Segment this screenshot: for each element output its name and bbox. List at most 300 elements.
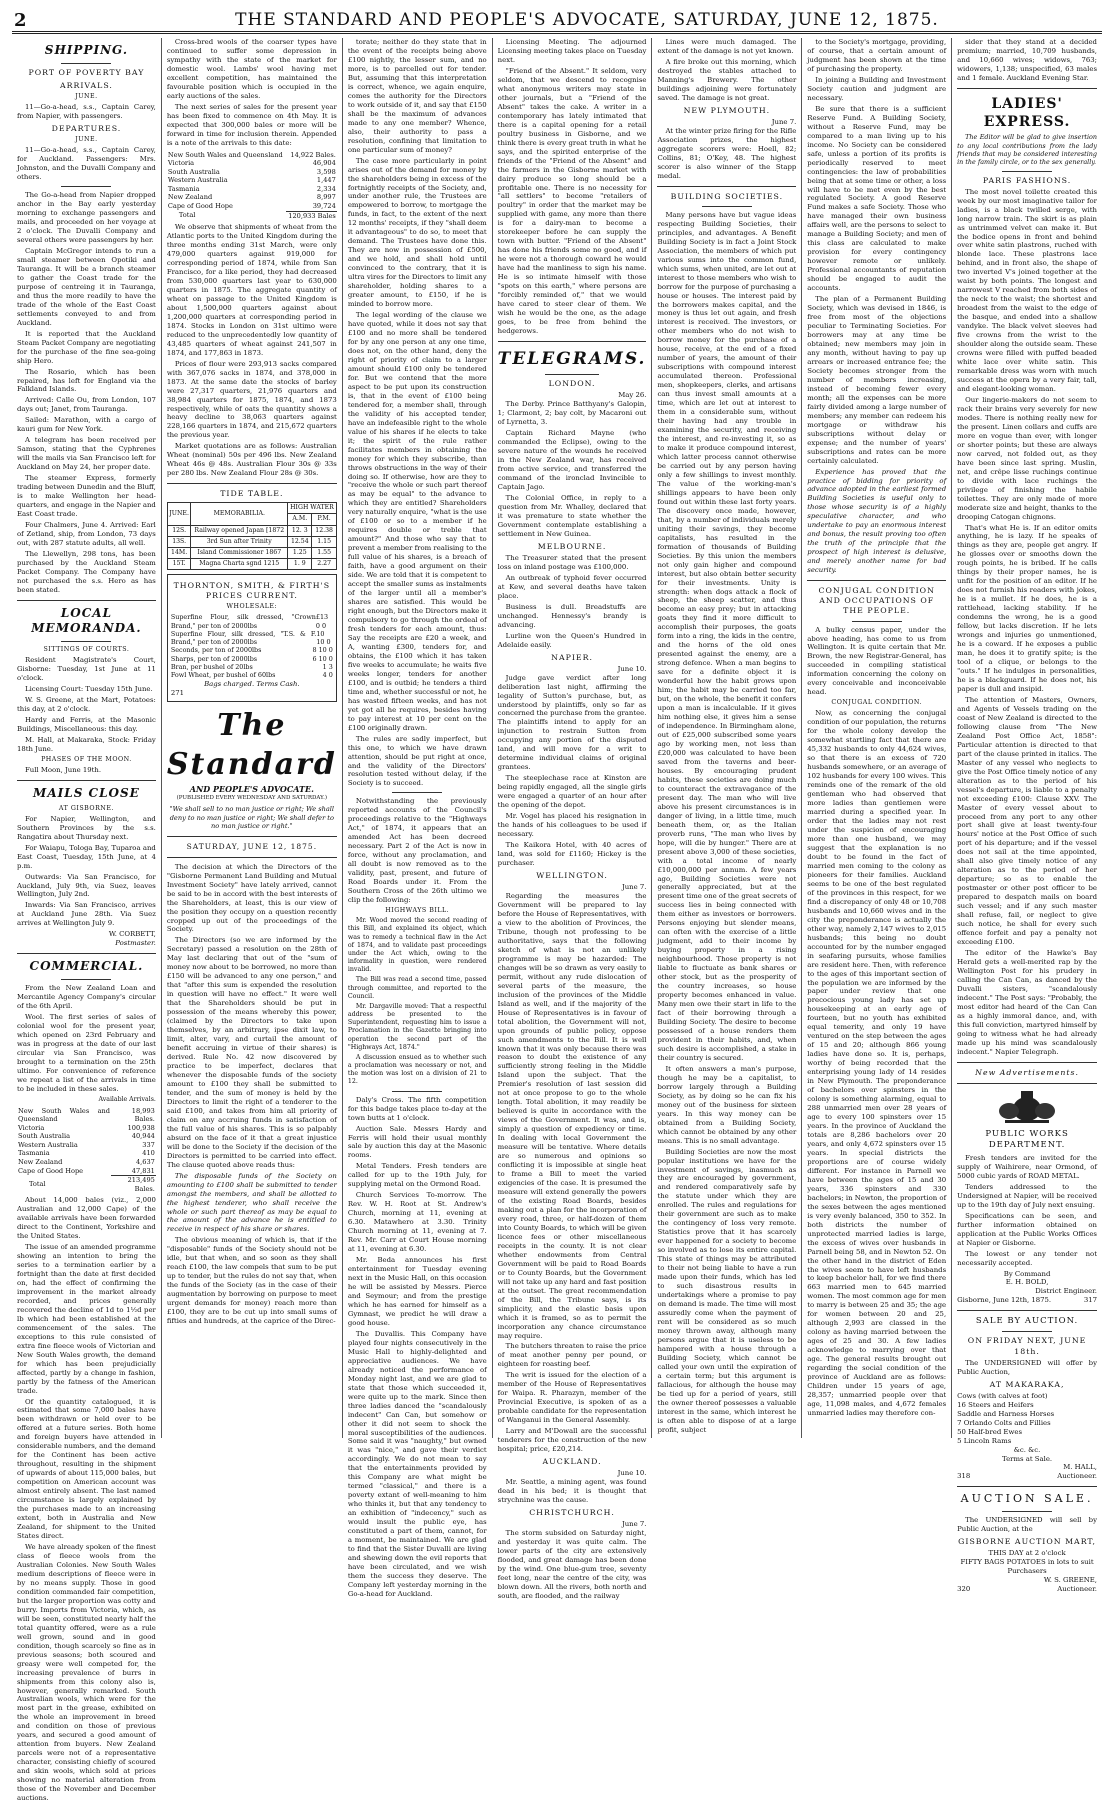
article-paragraph: The plan of a Permanent Building Society, which was devised in 1846, is free from most of the objections peculiar to Terminating Societies. For borrowers may at any time be obtained; new members may join in any month, without having to pay up arrears or increased entrance fee; the Society becomes stronger from the number of members increasing, instead of becoming fewer every month; all the expenses can be more fairly divided among a large number of members; any member can redeem his mortgage or withdraw his subscriptions without delay or expense; and the number of years' subscriptions and rates can be more certainly calculated.	[807, 295, 947, 465]
royal-crest-icon	[995, 1089, 1059, 1125]
wool-sales-table	[167, 151, 337, 221]
notice-paragraph: The Duvallis. This Company have played four nights consecutively in the Music Hall to highly-delighted and appreciative audiences. We have already noticed the performance of Monday night last, and we are glad to state that those which succeeded it, were quite up to the mark. Since then three ladies danced the "scandalously indecent" Can Can, but somehow or other it did not seem to shock the moral susceptibilities of the audiences. Some said it was "naughty," but owned it was "nice," and gave their verdict accordingly. We do not mean to say that the entertainments provided by this Company are what might be termed "classical," and there is a poverty extant of well-meaning to him who thinks it, but that any tendency to an exhibition of "indecency," such as would insult the public eye, has constituted a part of them, cannot, for a moment, be maintained. We are glad to find that the Sister Duvalli are living and shewing down the evil reports that have been circulated, and we wish them the success they deserve. The Company left yesterday morning in the Go-a-head for Auckland.	[347, 1329, 487, 1598]
commercial-paragraph: Wool. The first series of sales of colonial wool for the present year, which opened on 23rd February and was in progress at the date of our last circular via San Francisco, was brought to a termination on the 25th ultimo. For convenience of reference we repeat a list of the arrivals in time to be included in these sales.	[17, 1012, 156, 1093]
mails-line: Inwards: Via San Francisco, arrives at Auckland June 28th. Via Suez arrives at Wellington July 9.	[17, 901, 156, 928]
notice-paragraph: Church Services To-morrow. The Rev. W. H. Root at St. Andrew's Church, morning at 11, evening at 6.30. Matawhero at 3.30. Trinity Church morning at 11, evening at 7. Rev. Mr. Carr at Court House morning at 11, evening at 6.30.	[347, 1191, 487, 1254]
article-paragraph: Be sure that there is a sufficient Reserve Fund. A Building Society, without a Reserve Fund, may be compared to a man living up to his income. No Society can be considered safe, unless a portion of its profits is periodically reserved to meet contingencies: the law of probabilities being that at some time or other, a loss will have to be met even by the best regulated Society. A good Reserve Fund makes a safe Society. Those who have managed their own business affairs well, are the persons to select to manage a Building Society; and men of this class are calculated to make provision for every contingency however remote or unlikely. Professional accountants of reputation should be engaged to audit the accounts.	[807, 104, 947, 293]
table-cell: Victoria	[18, 1123, 45, 1132]
telegram-paragraph: The storm subsided on Saturday night, and yesterday it was quite calm. The lower parts of the city are extensively flooded, and great damage has been done by the wind. One blue-gum tree, seventy feet long, near the centre of the city, was blown down. All the rivers, both north and south, are flooded, and the railway	[497, 1529, 647, 1600]
table-row	[17, 1124, 156, 1133]
price-value: 8 10 0	[312, 646, 333, 655]
highways-paragraph: Mr. Dargaville moved: That a respectful address be presented to the Superintendent, requesting him to issue a Proclamation in the Gazette bringing into operation the second part of the "Highways Act, 1874."	[347, 1002, 487, 1051]
motto: "We shall sell to no man justice or right; We shall deny to no man justice or right; We shall defer to no man justice or right."	[169, 805, 334, 831]
article-paragraph: In joining a Building and Investment Society caution and judgment are necessary.	[807, 75, 947, 102]
sale-item: 7 Orlando Colts and Fillies	[957, 1418, 1051, 1427]
telegram-paragraph: The Colonial Office, in reply to a question from Mr. Whalley, declared that it was premature to state whether the Government contemplate establishing a settlement in New Guinea.	[497, 493, 647, 538]
divider	[957, 1083, 1097, 1084]
auction-venue: GISBORNE AUCTION MART,	[958, 1536, 1096, 1546]
sale-date: ON FRIDAY NEXT, JUNE 18th.	[967, 1336, 1087, 1356]
dispatch-date: June 7.	[771, 117, 797, 126]
dispatch-date: June 10.	[617, 664, 647, 673]
shipping-paragraph: Arrived: Calle Ou, from London, 107 days out; Janet, from Tauranga.	[17, 396, 156, 414]
tide-table-title: TIDE TABLE.	[220, 489, 284, 499]
divider	[17, 600, 156, 601]
editorial-paragraph: The legal wording of the clause we have quoted, while it does not say that £100 and no more shall be tendered for by any one person at any one time, does not, on the other hand, deny the right of priority of claim to a larger amount should £100 only be tendered for. But we contend that the more aspect to be put upon its construction is, that in the event of £100 being tendered for, a member shall, through the validity of his accepted tender, have an indefeasible right to the whole value of his shares if he elects to take it; the spirit of the rule rather facilitates members in obtaining the money for which they subscribe, than throws obstructions in the way of their doing so. If otherwise, how are they to "receive the whole or such part thereof as may be equal" to the advance to which they are entitled? Shareholders very naturally enquire, "what is the use of £100 or so to a member if he requires double or treble that amount?" And those who say that to prevent a member from realising to the full value of his shares, is a breach of faith, have a good argument on their side. We are told that it is competent to accept the smaller sums as instalments of the larger until all a member's shares are satisfied. This would be right enough, but the Directors make it compulsory to go through the ordeal of fresh tenders for each amount, thus: Say the receipts are £20 a week, and A, wanting £300, tenders for, and obtains, the £100 which it has taken five weeks to accumulate; he waits five weeks longer, tenders for another £100, and is outbid; he tenders a third time and, whether successful or not, he has wasted fifteen weeks, and has not yet got all he requires, besides having to pay interest at 10 per cent on the £100 originally drawn.	[347, 311, 487, 732]
tender-date: Gisborne, June 12th, 1875.	[957, 1296, 1052, 1305]
telegram-paragraph: The butchers threaten to raise the price of meat another penny per pound, or eighteen for roasting beef.	[497, 1342, 647, 1369]
table-cell: New South Wales and Queensland	[18, 1106, 110, 1124]
table-row	[17, 1149, 156, 1158]
table-row	[17, 1141, 156, 1150]
table-cell: Tasmania	[18, 1149, 50, 1158]
column-header: HIGH WATER	[288, 503, 337, 514]
column-2	[162, 38, 343, 1438]
commercial-paragraph: The issue of an amended programme showing an intention to bring the series to a termination earlier by a fortnight than the date at first decided on, had the effect of confirming the improvement in the market already recorded, and prices generally recovered the decline of 1d to 1½d per lb which had been established at the commencement of the sales. The exceptions to this rule consisted of extra fine fleece wools of Victorian and New South Wales growth, the demand for which has been prejudicially affected, partly by a change in fashion, partly by the fatness of the American trade.	[17, 1243, 156, 1395]
editorial-paragraph: The rules are sadly imperfect, but this one, to which we have drawn attention, should be put right at once, and the validity of the Directors' resolution tested without delay, if the Society is to succeed.	[347, 734, 487, 788]
moon-heading: PHASES OF THE MOON.	[41, 755, 132, 763]
column-header: A.M.	[288, 514, 312, 525]
page-number: 2	[14, 10, 27, 31]
ad-number: 271	[170, 688, 184, 697]
divider	[61, 641, 111, 642]
table-row	[167, 159, 337, 168]
divider	[852, 621, 902, 622]
highways-paragraph: Mr. Wood moved the second reading of this Bill, and explained its object, which was to remedy a technical flaw in the Act of 1874, and to validate past proceedings under the Act which, owing to the informality in question, were rendered invalid.	[347, 917, 487, 974]
fashion-paragraph: Our lingerie-makers do not seem to rack their brains very severely for new modes. There is nothing really new for the present. Linen collars and cuffs are more en vogue than ever, with longer or shorter points; but these are always now carved, not folded out, as they have been since last spring. Muslin, net, and crêpe lisse ruchings continue to divide with lace ruchings the privilege of finishing the habile toilettes. They are only made of more moderate size and height, thanks to the drooping Catogan chignons.	[957, 395, 1097, 521]
table-row	[17, 1167, 156, 1176]
dispatch-date: June 7.	[621, 883, 647, 892]
telegram-paragraph: Captain Richard Mayne (who commanded the Eclipse), owing to the severe nature of the wounds he received in the New Zealand war, has received from active service, and transferred the command of the ironclad Invincible to Captain Jago.	[497, 429, 647, 491]
commercial-paragraph: We observe that shipments of wheat from the Atlantic ports to the United Kingdom during the three months ending 31st March, were only 479,000 quarters against 919,000 for corresponding period of 1874, while from San Francisco, for a like period, they had decreased from 530,000 quarters last year to 630,000 quarters in 1875. The aggregate quantity of wheat on passage to the United Kingdom is about 1,500,000 quarters against about 1,200,000 quarters at corresponding period in 1874. Stocks in London on 31st ultimo were reduced to the unprecedentedly low quantity of 43,485 quarters of wheat against 241,507 in 1874, and 177,863 in 1873.	[166, 223, 337, 357]
dateline-london: LONDON.	[548, 379, 596, 389]
departure-entry: 11—Go-a-head, s.s., Captain Carey, for Auckland. Passengers: Mrs. Johnston, and the Duvalli Company and others.	[17, 146, 156, 182]
memoranda-line: Hardy and Ferris, at the Masonic Buildings, Miscellaneous: this day.	[17, 715, 156, 733]
table-row	[167, 202, 337, 211]
table-total-row	[17, 1176, 156, 1194]
tender-footer	[957, 1296, 1097, 1305]
divider	[807, 580, 946, 581]
arrivals-table-header: Available Arrivals.	[98, 1095, 156, 1103]
table-cell: 213,495 Bales.	[111, 1176, 156, 1194]
table-cell: 410	[142, 1149, 155, 1158]
dispatch-date: May 26.	[618, 391, 647, 400]
sale-by-auction-title: SALE BY AUCTION.	[975, 1316, 1079, 1327]
telegram-paragraph: Regarding the measures the Government will be prepared to lay before the House of Representatives, with a view to the abolition of Provinces, the Tribune, though not professing to be authoritative, says that the following sketch of what is not an unlikely programme is may be hazarded: The changes will be so drawn as very easily to permit, without any rude dislocation of several parts of the measure, the inclusion of the provinces of the Middle Island as well, and if the majority of the House of Representatives is in favour of total abolition, the Government will not, upon grounds of public policy, oppose such amendments to the Bill. It is well known that it was only because there was reason to doubt the existence of any sufficiently strong feeling in the Middle Island upon the subject. That the Premier's resolution of last session did not at once propose to go to the whole length. Total abolition, it may readily be believed is quite in accordance with the views of the Government. It was, and is, simply a question of expediency or time. In dealing with local Government the measure will be tentative. Where details are so numerous and opinions so conflicting it is impossible at single heat to frame a Bill to meet the varied exigencies of the case. It is presumed the measure will extend generally the powers of the existing Road Boards, besides making out a plan for the incorporation of every road, three, or half-dozen of them into County Boards, to which will be given licence fees or other miscellaneous receipts in the county. It is not clear whether endowments from Central Government will be paid to Road Boards or to County Boards, but the Government will not take up any hard and fast position at the outset. The great recommendation of the Bill, the Tribune says, is its simplicity, and the elastic basis upon which it is framed, so as to permit the incorporation any chance circumstance may require.	[497, 892, 647, 1340]
article-paragraph: Many persons have but vague ideas respecting Building Societies, their principles, and advantages. A Benefit Building Society is in fact a Joint Stock Association, the members of which put various sums into the common fund, which sums, when united, are let out at interest to those members who wish to borrow for the purpose of purchasing a house or houses. The interest paid by the borrowers makes capital, and the money is thus let out again, and fresh interest is received. The investors, or other members who do not wish to borrow money for the purchase of a house, receive, at the end of a fixed number of years, the amount of their subscriptions with compound interest accumulated thereon. Professional men, shopkeepers, clerks, and artisans can thus invest small amounts at a time, which are let out at interest to them in a considerable sum, without their having had any trouble in examining the security, and receiving the interest, and re-investing it, so as to make it produce compound interest, which latter process cannot otherwise be carried out by any person having only a few shillings to invest monthly. The value of the working-man's shillings appears to have been only found out within these last forty years. The discovery once made, however, that, by a number of individuals merely uniting their savings, they become capitalists, has resulted in the formation of thousands of Building Societies. By this union the members not only gain higher and compound interest, but also obtain better security for their investments. Unity is strength: when dogs attack a flock of sheep, the sheep scatter, and thus become an easy prey; but in attacking goats they find it more difficult to accomplish their purposes, the goats form into a ring, the kids in the centre, and the horns of the old ones presented against the enemy, are a strong defence. When a man begins to save for a definite object it is wonderful how the habit grows upon him; the habit may be carried too far, but, on the whole, the benefit it confers upon a man is incalculable. If it gives him nothing else, it gives him a sense of independence. In Birmingham alone, out of £25,000 subscribed some years ago by working men, not less than £20,000 was calculated to have been saved from the taverns and beer-houses. By encouraging prudent habits, these societies are doing much to counteract the extravagance of the present day. The man who will live above his present circumstances is in danger of living, in a little time, much beneath them, or, as the Italian proverb runs, "The man who lives by hope, will die by hunger." There are at present above 3,000 of these societies, with a total income of nearly £10,000,000 per annum. A few years ago, Building Societies were not generally appreciated, but at the present time one of the great secrets of success lies in being connected with them either as investors or borrowers. Persons enjoying but slender means, can often with the exercise of a little judgment, add to their income by buying property in a rising neighbourhood. Those property is not liable to fluctuate as bank shares or other stock, but as the prosperity of the country increases, so house property becomes enhanced in value. Many men owe their start in life to the fact of their borrowing through a Building Society. The desire to become possessed of a house renders them provident in their habits, and, when such desire is accomplished, a stake in their country is secured.	[657, 210, 797, 1062]
mails-location: AT GISBORNE.	[58, 804, 114, 812]
shipping-paragraph: The steamer Express, formerly trading between Dunedin and the Bluff, is to make Wellington her head-quarters, and engage in the Napier and East Coast trade.	[17, 474, 156, 519]
divider	[957, 1486, 1097, 1487]
table-cell: South Australia	[167, 167, 220, 176]
divider	[167, 836, 337, 837]
divider	[957, 1062, 1097, 1063]
table-cell: Victoria	[167, 159, 195, 168]
table-cell: 2,334	[316, 184, 336, 193]
editorial-paragraph: The obvious meaning of which is, that if the "disposable" funds of the Society should not be idle, but that when, and so soon as they shall reach £100, the law compels that sum to be put up to tender, but the rules do not say that, when the funds of the Society (as in the case of their augmentation by borrowing on purpose to meet urgent demands for money) reach more than £100, they are to be cut up into small sums of fifties and hundreds, at the caprice of the Direc-	[166, 1236, 337, 1326]
dispatch-date: June 7.	[621, 1520, 647, 1529]
telegram-paragraph: Mr. Seattle, a mining agent, was found dead in his bed; it is thought that strychnine was the cause.	[497, 1478, 647, 1505]
auctioneer-name: W. S. GREENE,	[1043, 1575, 1097, 1584]
telegram-paragraph: Mr. Vogel has placed his resignation in the hands of his colleagues to be used if necessary.	[497, 812, 647, 839]
header-rule	[12, 31, 1102, 34]
price-item: Sharps, per ton of 2000lbs	[170, 654, 258, 663]
telegram-paragraph: At the winter prize firing for the Rifle Association prizes, the highest aggregate scorers were: Hoell, 82; Collins, 81; O'Key, 48. The highest scorer is also winner of the Stapp medal.	[657, 126, 797, 180]
table-cell: 4,637	[135, 1157, 155, 1166]
price-value: 1 3	[322, 663, 333, 672]
dispatch-date: June 10.	[617, 1469, 647, 1478]
notice-paragraph: The editor of the Hawke's Bay Herald gets a well-merited rap by the Wellington Post for his prudery in calling the Can Can, as danced by the Duvalli sisters, "scandalously indecent." The Post says: "Probably, the most editor had heard of the Can Can as a highly immoral dance, and, with this full conviction, martyred himself by going to witness what he had already made up his mind was scandalously indecent." Napier Telegraph.	[957, 949, 1097, 1056]
shipping-paragraph: The Rosario, which has been repaired, has left for England via the Falkland Islands.	[17, 367, 156, 394]
postmaster-title: Postmaster.	[115, 939, 156, 948]
table-cell: 2.27	[312, 558, 336, 569]
divider	[167, 483, 337, 484]
auctioneer-title: Auctioneer.	[1057, 1584, 1097, 1593]
telegram-paragraph: The steeplechase race at Kinston are being rapidly engaged, all the single girls were engaged a quarter of an hour after the opening of the depot.	[497, 774, 647, 810]
auction-items: FIFTY BAGS POTATOES in lots to suit Purchasers	[960, 1557, 1094, 1575]
tender-paragraph: Fresh tenders are invited for the supply of Waihirere, near Ormond, of 5000 cubic yards of ROAD METAL.	[957, 1153, 1097, 1180]
news-paragraph: Notwithstanding the previously reported accounts of the Council's proceedings relative to the "Highways Act," of 1874, it appears that an amended Act has been decreed necessary. Part 2 of the Act is now in force, without any proclamation, and all doubt is now removed as to the validity, past, present, and future of Road Boards under it. From the Southern Cross of the 26th ultimo we clip the following:	[347, 797, 487, 905]
mails-line: For Waiapu, Tologa Bay, Tuparoa and East Coast, Tuesday, 15th June, at 4 p.m.	[17, 843, 156, 870]
table-cell: 3,598	[316, 167, 336, 176]
tender-paragraph: The lowest or any tender not necessarily accepted.	[957, 1249, 1097, 1267]
mails-line: For Napier, Wellington, and Southern Provinces by the s.s. Rangatira about Thursday next.	[17, 814, 156, 841]
price-row	[171, 630, 333, 647]
memoranda-line: W. S. Greene, at the Mart, Potatoes: this day, at 2 o'clock.	[17, 696, 156, 713]
table-cell: 13S.	[167, 536, 191, 547]
tide-table	[167, 502, 337, 569]
table-cell: New South Wales and Queensland	[167, 150, 283, 159]
table-cell: 12S.	[167, 525, 191, 536]
article-paragraph: A bulky census paper, under the above heading, has come to us from Wellington. It is quite certain that Mr. Brown, the new Registrar-General, has succeeded in compiling statistical information concerning the colony on every conceivable and inconceivable head.	[807, 625, 947, 697]
highways-heading: HIGHWAYS BILL.	[385, 907, 450, 915]
table-cell: Magna Charta sgnd 1215	[191, 558, 288, 569]
price-row	[171, 646, 333, 654]
shipping-paragraph: It is reported that the Auckland Steam Packet Company are negotiating for the purchase of the fine sea-going ship Hero.	[17, 329, 156, 365]
notice-paragraph: Auction Sale. Messrs Hardy and Ferris will hold their usual monthly sale by auction this day at the Masonic rooms.	[347, 1124, 487, 1160]
article-paragraph: Building Societies are now the most popular institutions we have for the investment of savings, inasmuch as they are encouraged by government, and rendered comparatively safe by the statute under which they are enrolled. The rules and regulations for their government are such as to make the contingency of loss very remote. Statistics prove that it has scarcely ever happened for a society to become so involved as to lose its entire capital. This state of things may be attributed to their not being liable to have a run made upon their funds, which has led to such disastrous results in undertakings where a promise to pay on demand is made. The time will most assuredly come when the payment of rent will be considered as so much money thrown away, although many persons argue that it is useless to be hampered with a house through a Building Society, which cannot be called your own until the expiration of a certain term; but this argument is fallacious, for although the house may be tied up for a period of years, still the owner thereof possesses a valuable interest in the same, which interest he is often able to dispose of at a large profit, subject	[657, 1147, 797, 1434]
table-cell: 1,447	[316, 176, 336, 185]
table-cell: 8,997	[316, 193, 336, 202]
article-paragraph: Experience has proved that the practice of bidding for priority of advance adopted in the earliest formed Building Societies is useful only to those whose security is of a highly speculative character, and who undertake to pay an enormous interest and bonus, the result proving too often the truth of the principle that the prospect of high interest is delusive, and merely another name for bad security.	[807, 467, 947, 575]
divider	[1002, 1331, 1052, 1332]
table-cell: New Zealand	[18, 1157, 63, 1166]
dateline-christchurch: CHRISTCHURCH.	[529, 1508, 615, 1518]
auctioneer-title: Auctioneer.	[1057, 1472, 1097, 1481]
table-cell: 18,993 Bales.	[131, 1106, 155, 1124]
by-command: By Command	[1003, 1269, 1051, 1278]
sale-location: AT MAKARAKA,	[989, 1379, 1065, 1389]
table-cell: 337	[142, 1140, 155, 1149]
postmaster-name: W. CORBETT,	[108, 930, 156, 939]
telegram-paragraph: The Derby. Prince Batthyany's Galopin, 1; Clarmont, 2; bay colt, by Macaroni out of Lyrnetta, 3.	[497, 400, 647, 427]
price-item: Fowl Wheat, per bushel of 60lbs	[170, 671, 276, 680]
ad-number: 320	[957, 1584, 971, 1593]
table-cell: 39,724	[312, 202, 336, 210]
tender-paragraph: Tenders addressed to the Undersigned at Napier, will be received up to the 19th day of July next ensuing.	[957, 1182, 1097, 1209]
arrivals-month: JUNE.	[75, 92, 98, 100]
commercial-paragraph: Of the quantity catalogued, it is estimated that some 7,000 bales have been withdrawn or held over to be offered at a future series. Both home and foreign buyers have attended in considerable numbers, and the demand for the Continent has been active throughout, resulting in the shipment of upwards of about 115,000 bales, but competition on American account was almost entirely absent. The last named circumstance is largely explained by the purchases made to an increasing extent, both in Australia and New Zealand, for shipment to the United States direct.	[17, 1397, 156, 1541]
newspaper-flag: The Standard	[166, 707, 337, 782]
auction-time: THIS DAY at 2 o'clock	[988, 1548, 1066, 1557]
dateline-wellington: WELLINGTON.	[536, 870, 608, 880]
column-header: P.M.	[312, 514, 336, 525]
memoranda-line: Resident Magistrate's Court, Gisborne: Tuesday, 1st June at 11 o'clock.	[17, 656, 156, 683]
conjugal-title: CONJUGAL CONDITION AND OCCUPATIONS OF THE PEOPLE.	[818, 586, 935, 616]
commercial-paragraph: Market quotations are as follows: Australian Wheat (nominal) 50s per 496 lbs. New Zealand Wheat 46s @ 48s. Australian Flour 30s @ 33s per 280 lbs. New Zealand Flour 28s @ 30s.	[166, 442, 337, 478]
article-paragraph: It often answers a man's purpose, though he may be a capitalist, to borrow largely through a Building Society, as by doing so he can fix his money out of the business for sixteen years. In this way money can be obtained from a Building Society, which cannot be obtained by any other means. This is no small advantage.	[657, 1064, 797, 1145]
commercial-paragraph: About 14,000 bales (viz., 2,000 Australian and 12,000 Cape) of the available arrivals have been forwarded direct to the Continent, Yorkshire and the United States.	[17, 1196, 156, 1241]
divider	[17, 780, 156, 781]
divider	[1002, 1511, 1052, 1512]
dateline-napier: NAPIER.	[551, 652, 593, 662]
table-row	[17, 1132, 156, 1141]
paris-fashions-title: PARIS FASHIONS.	[982, 175, 1072, 185]
mails-line: Outwards: Via San Francisco, for Auckland, July 9th, via Suez, leaves Wellington, July 2nd.	[17, 872, 156, 899]
fashion-paragraph: The most novel toilette created this week by our most imaginative tailor for ladies, is a black twilled serge, with long narrow train. The skirt is as plain as untrimmed velvet can make it. But the bodice opens in front and behind over white satin plastrons, ruched with blonde lace. These plastrons lace behind, and in front also, the shape of two inverted V's joined together at the waist by both points. The longest and narrowest V reached from both sides of the neck to the waist; the shortest and broadest from the waist to the edge of the basque, and ended into a shallow vandyke. The black velvet sleeves had five crowns from the wrist to the shoulder along the outside seam. These crowns were filled with puffed beaded white lace over white satin. This remarkable dress was worn with much success at the opera by a very fair, tall, and elegant-looking woman.	[957, 187, 1097, 393]
telegram-paragraph: A fire broke out this morning, which destroyed the stables attached to Manning's Brewery. The other buildings adjoining were fortunately saved. The damage is not great.	[657, 57, 797, 102]
notice-paragraph: Daly's Cross. The fifth competition for this badge takes place to-day at the town butts at 1 o'clock.	[347, 1095, 487, 1122]
sale-item: &c. &c.	[1013, 1445, 1041, 1454]
table-cell: 14,922 Bales.	[290, 150, 336, 159]
prices-current-ad	[167, 574, 337, 702]
price-value: 6 10 0	[312, 654, 333, 663]
dateline-new-plymouth: NEW PLYMOUTH.	[683, 105, 771, 115]
price-row	[171, 655, 333, 663]
new-advertisements-title: New Advertisements.	[975, 1067, 1079, 1077]
table-row	[167, 525, 336, 536]
telegrams-title: TELEGRAMS.	[497, 348, 647, 369]
column-4	[493, 38, 653, 1600]
divider	[545, 374, 599, 375]
table-row	[167, 193, 337, 202]
shipping-paragraph: Four Chalmers, June 4. Arrived: Earl of Zetland, ship, from London, 73 days out, with 287 statute adults, all well.	[17, 521, 156, 547]
moon-text: Full Moon, June 19th.	[25, 766, 102, 774]
sale-footer	[957, 1472, 1097, 1481]
wholesale-label: WHOLESALE:	[226, 603, 278, 610]
shipping-paragraph: Sailed: Marathon, with a cargo of kauri gum for New York.	[17, 416, 156, 434]
divider	[61, 979, 111, 980]
terms: Terms at Sale.	[1002, 1454, 1053, 1463]
table-row	[167, 176, 337, 185]
commercial-paragraph: From the New Zealand Loan and Mercantile Agency Company's circular of the 6th April.	[17, 983, 156, 1010]
table-cell: 1. 9	[288, 558, 312, 569]
shipping-paragraph: The Llewellyn, 298 tons, has been purchased by the Auckland Steam Packet Company. The Company have not purchased the s.s. Hero as has been stated.	[17, 549, 156, 594]
table-total-row	[167, 211, 337, 220]
column-1	[12, 38, 162, 1803]
divider	[61, 186, 111, 187]
table-row	[17, 1107, 156, 1124]
table-cell: 15T.	[167, 558, 191, 569]
sale-intro: The UNDERSIGNED will offer by Public Auction,	[957, 1358, 1097, 1376]
article-paragraph: sider that they stand at a decided premium; married, 10,709 husbands, and 10,660 wives; widows, 763; widowers, 1,138; unspecified, 63 males and 1 female. Auckland Evening Star.	[957, 38, 1097, 82]
masthead	[0, 0, 1114, 34]
divider	[1002, 171, 1052, 172]
price-item: Superfine Flour, silk dressed, "Crown Brand," per ton of 2000lbs	[170, 613, 316, 630]
arrival-entry: 11—Go-a-head, s.s., Captain Carey, from Napier, with passengers.	[17, 103, 156, 120]
newspaper-header: THE STANDARD AND PEOPLE'S ADVOCATE, SATURDAY, JUNE 12, 1875.	[235, 10, 939, 30]
column-3	[343, 38, 493, 1598]
public-works-title: PUBLIC WORKS DEPARTMENT.	[985, 1128, 1069, 1150]
price-item: Superfine Flour, silk dressed, "T.S. & F. Brand," per ton of 2000lbs	[170, 629, 317, 647]
table-row	[167, 547, 336, 558]
sale-item: 16 Steers and Heifers	[957, 1400, 1034, 1409]
ladies-express-title: LADIES' EXPRESS.	[983, 95, 1071, 131]
table-cell: 14M.	[167, 547, 191, 558]
telegram-paragraph: Judge gave verdict after long deliberation last night, affirming the legality of Sutton's purchase, but, as understood by plaintiffs, only so far as concerned the purchase from the grantee. The plaintiffs intend to apply for an injunction to restrain Sutton from occupying any portion of the disputed land, and will move for a writ to determine individual claims of original grantees.	[497, 673, 647, 772]
price-item: Seconds, per ton of 2000lbs	[170, 646, 262, 655]
table-row	[167, 168, 337, 177]
sale-item: 50 Half-bred Ewes	[957, 1427, 1022, 1436]
sittings-heading: SITTINGS OF COURTS.	[43, 645, 130, 653]
table-cell: 46,904	[312, 159, 336, 168]
price-row	[171, 671, 333, 679]
notice-paragraph: The attention of Masters, Owners, and Agents of Vessels trading on the coast of New Zealand is directed to the following clause from "The New Zealand Post Office Act, 1858": Particular attention is directed to that part of the clause printed in italics. The Master of any vessel who neglects to give the Post Office timely notice of any alteration as to the period of his vessel's departure, is liable to a penalty not exceeding £100: Clause XXV. The Master of every vessel about to proceed from any port to any other port shall give at least twenty-four hours' notice at the Post Office of such port of his departure; and if the vessel does not sail at the time appointed, shall also give timely notice of any alteration as to the period of her departure; so as to enable the postmaster or other post officer to be prepared to despatch mails on board such vessel; and if any such master shall refuse, fail, or neglect to give such notice, he shall for every such offence forfeit and pay a penalty not exceeding £100.	[957, 695, 1097, 947]
tender-paragraph: Specifications can be seen, and further information obtained on application at the Public Works Offices at Napier or Gisborne.	[957, 1211, 1097, 1247]
table-cell: South Australia	[18, 1132, 70, 1141]
table-cell: 1.15	[312, 536, 336, 547]
divider	[957, 88, 1097, 89]
telegram-paragraph: The writ is issued for the election of a member of the House of Representatives for Waipa. R. Pharazyn, member of the Provincial Executive, is spoken of as a probable candidate for the representation of Wanganui in the General Assembly.	[497, 1371, 647, 1425]
price-value: £13 0 0	[315, 613, 329, 630]
ad-number: 317	[1083, 1296, 1097, 1305]
commercial-paragraph: We have already spoken of the finest class of fleece wools from the Australian Colonies. New South Wales medium descriptions of fleece were in by no means supply. Those in good condition commanded fair competition, but the larger proportion was cotty and burry. Imports from Victoria, which, as will be seen, constituted nearly half the total quantity offered, were as a rule well grown, sound and in good condition, though scarcely so fine as in previous seasons; both scoured and greasy were well competed for, the increasing prevalence of burrs in shipments from this colony also is, however, generally remarked. South Australian wools, which were for the most part in the grease, exhibited on the whole an improvement in breed and condition on those of previous years, and secured a good amount of attention from buyers. New Zealand parcels were not of a representative character, consisting chiefly of scoured and skin wools, which sold at prices showing no material alteration from those of the November and December auctions.	[17, 1543, 156, 1803]
column-7	[952, 38, 1102, 1593]
departures-heading: DEPARTURES.	[51, 123, 122, 133]
table-cell: 12. 3	[288, 525, 312, 536]
table-cell: Total	[29, 1180, 46, 1189]
table-header-row	[167, 503, 336, 514]
sale-item: 5 Lincoln Rams	[957, 1436, 1012, 1445]
engineer-title: District Engineer.	[1035, 1287, 1097, 1296]
table-cell: 40,944	[131, 1132, 155, 1141]
telegram-paragraph: The Kaikora Hotel, with 40 acres of land, was sold for £1160; Hickey is the purchaser.	[497, 841, 647, 867]
divider	[167, 857, 337, 858]
notice-paragraph: "Friend of the Absent." It seldom, very seldom, that we descend to recognise what anonymous writers may state in other journals, but a "Friend of the Absent" takes the cake. A writer in a contemporary has lately intimated that there is a capital opening for a retail poultry business in Gisborne, and we think there is every great truth in what he says, and the spirited enterprise of the friends of the "Friend of the Absent" and the farmers in the Gisborne market with dairy produce so long should be a profitable one. There is no necessity for "all settlers" to become "retailers of poultry" in order that the market may be supplied with game, any more than there is for a dairy-man to become a storekeeper before he can supply the town with butter. "Friend of the Absent" has done his friends some no good, and if he were not a thorough coward he would have had the manliness to sign his name. He is so intimate himself with those "spots on this earth," where persons are "forcibly reminded of," that we would have cared to steer clear of them. We wish he would be the one, as the adage goes, to be free from behind the hedgerows.	[497, 66, 647, 335]
shipping-paragraph: A telegram has been received per Samson, stating that the Cyphrenes will the mails via San Francisco left for Auckland on May 24, her proper date.	[17, 436, 156, 472]
table-cell: 3rd Sun after Trinity	[191, 536, 288, 547]
sale-item: Cows (with calves at foot)	[957, 1391, 1048, 1400]
price-item: Bran, per bushel of 20lbs	[170, 663, 253, 672]
notice-paragraph: Metal Tenders. Fresh tenders are called for up to the 19th July, for supplying metal on the Ormond Road.	[347, 1162, 487, 1189]
sale-item: Saddle and Harness Horses	[957, 1409, 1055, 1418]
telegram-paragraph: The Treasurer stated that the present loss on inland postage was £100,000.	[497, 553, 647, 571]
local-memoranda-title: LOCAL MEMORANDA.	[31, 605, 142, 636]
column-header: JUNE.	[167, 503, 191, 525]
mails-close-title: MAILS CLOSE	[33, 785, 140, 800]
price-row	[171, 613, 333, 630]
article-paragraph: Now, as concerning the conjugal condition of our population, the returns for the whole colony develop the somewhat startling fact that there are 45,332 husbands to only 44,624 wives, so that there is an excess of 720 husbands somewhere, or an average of 102 husbands for every 100 wives. This reminds one of the remark of the old gentleman who had observed that more ladies than gentlemen were married during a specified year. In order that the ladies may not rest under the suspicion of encouraging more than one husband, we may suggest that the explanation is no doubt to be found in the fact of married men coming to the colony as pioneers for their families. Auckland seems to be one of the best regulated of the provinces in this respect, for we find a discrepancy of only 48 or 10,708 husbands and 10,660 wives and in the city the preponderance is actually the other way, namely 2,147 wives to 2,015 husbands; this being no doubt accounted for by the number engaged in seafaring pursuits, whose families are resident here. Then, with reference to the ages of this important section of the population we are informed by the paper under review that one precocious young lady has set up housekeeping at an early age of fourteen, but no youth has exhibited equal temerity, and only 19 have ventured on the step between the ages of 15 and 20; although 866 young ladies have done so. It is, perhaps, worthy of being recorded that the enterprising young lady of 14 resides in New Plymouth. The preponderance of bachelors over spinsters in the colony is something alarming, equal to 288 unmarried men over 28 years of age to every 100 spinsters over 15 years. In the province of Auckland the totals are 8,286 bachelors over 20 years, and only 4,672 spinsters over 15 years. In special districts the proportions are of course widely different. For instance in Parnell we have between the ages of 15 and 30 years, 336 spinsters and 330 bachelors; in Newton, the proportion of the sexes between the ages mentioned is very evenly balanced, 350 to 352. In both districts the number of unprotected married ladies is large, the excess of wives over husbands in Parnell being 58, and in Newton 52. On the other hand in the district of Eden the wives seem to have left husbands to keep bachelor hall, for we find there 663 married men to 645 married women. The most common age for men to marry is between 25 and 35; the age for women between 20 and 25, although 2,993 are classed in the colony as having married between the ages of 25 and 30. A few ladies acknowledge to marrying over that age. The general results brought out regarding the social condition of the province of Auckland are as follows: Children under 15 years of age, 28,357; unmarried people over that age, 11,098 males, and 4,672 females unmarried ladies may therefore con-	[807, 709, 947, 1418]
auction-sale-title: AUCTION SALE.	[960, 1492, 1094, 1506]
editorial-date: SATURDAY, JUNE 12, 1875.	[186, 841, 318, 851]
auctioneer-name: M. HALL,	[1063, 1463, 1097, 1472]
arrivals-heading: ARRIVALS.	[59, 80, 113, 90]
shipping-title: SHIPPING.	[44, 43, 129, 57]
memoranda-line: Licensing Court: Tuesday 15th June.	[25, 685, 153, 694]
table-cell: Cape of Good Hope	[18, 1166, 84, 1175]
divider	[702, 206, 752, 207]
table-cell: Western Australia	[18, 1140, 78, 1149]
telegram-paragraph: Larry and M'Dowall are the successful tenderers for the construction of the new hospital; price, £20,214.	[497, 1427, 647, 1454]
price-value: 4 0	[322, 671, 333, 680]
divider	[17, 953, 156, 954]
table-cell: 47,831	[131, 1166, 155, 1175]
editorial-paragraph: torate; neither do they state that in the event of the receipts being above £100 nightly, the lesser sum, and no more, is to parcelled out for tender. But, assuming that this interpretation is correct, whence, we again enquire, comes the authority for the Directors to work outside of it, and say that £150 shall be the maximum of advances made to any one member? Whence, also, their authority to pass a resolution, confining that limitation to one particular sum of money?	[347, 38, 487, 154]
notice-paragraph: Mr. Beda announces his first entertainment for Tuesday evening next in the Music Hall, on this occasion he will be assisted by Messrs. Pierce and Seymour; and from the prestige which he has earned for himself as a Gymnast, we predict he will draw a good house.	[347, 1256, 487, 1327]
editorial-paragraph: The decision at which the Directors of the "Gisborne Permanent Land Building and Mutual Investment Society" have lately arrived, cannot be said to be in accord with the best interests of the Shareholders, at least, this is our view of the position they occupy on a question recently cropped up out of the proceedings of the Society.	[166, 862, 337, 934]
table-cell: New Zealand	[167, 193, 213, 202]
dateline-melbourne: MELBOURNE.	[537, 541, 607, 551]
table-cell: 12.54	[288, 536, 312, 547]
commercial-paragraph: Cross-bred wools of the coarser types have continued to suffer some depression in sympathy with the state of the market for domestic wool. Lambs' wool having met excellent competition, has maintained the favourable position which is occupied in the early auctions of the sales.	[166, 38, 337, 100]
commercial-paragraph: The next series of sales for the present year has been fixed to commence on 4th May. It is expected that 300,000 bales or more will be forward in time for inclusion therein. Appended is a note of the arrivals to this date:	[166, 102, 337, 147]
table-row	[167, 151, 337, 160]
departures-month: JUNE.	[75, 136, 98, 144]
divider	[392, 792, 442, 793]
divider	[657, 186, 796, 187]
conjugal-subheading: CONJUGAL CONDITION.	[831, 699, 922, 707]
building-societies-title: BUILDING SOCIETIES.	[670, 191, 784, 201]
port-heading: PORT OF POVERTY BAY	[28, 67, 145, 77]
terms-note: Bags charged. Terms Cash.	[204, 679, 300, 688]
price-list	[171, 613, 333, 680]
price-row	[171, 663, 333, 671]
highways-paragraph: The Bill was read a second time, passed through committee, and reported to the Council.	[347, 976, 487, 1000]
dateline-auckland: AUCKLAND.	[542, 1457, 602, 1467]
table-row	[17, 1158, 156, 1167]
table-cell: 12.38	[312, 525, 336, 536]
table-cell: Western Australia	[167, 176, 228, 185]
engineer-name: E. H. BOLD,	[1005, 1278, 1049, 1287]
editorial-paragraph: The case more particularly in point arises out of the demand for money by the shareholders being in excess of the fortnightly receipts of the Society, and, under another rule, the Trustees are empowered to borrow, to mortgage the funds, in fact, to the extent of the next 12 months' receipts, if they "shall deem it advantageous" to do so, to meet that demand. The Trustees have done this. They are now in possession of £500, and we hold, and shall hold until convinced to the contrary, that it is ultra vires for the Directors to limit any shareholder, holding shares to a greater amount, to £150, if he is minded to borrow more.	[347, 156, 487, 309]
table-cell: 1.25	[288, 547, 312, 558]
article-paragraph: to the Society's mortgage, providing, of course, that a certain amount of judgment has been shown at the time of purchasing the property.	[807, 38, 947, 73]
table-row	[167, 558, 336, 569]
telegram-paragraph: Business is dull. Breadstuffs are unchanged. Hennessy's brandy is advancing.	[497, 602, 647, 629]
flag-subtitle: AND PEOPLE'S ADVOCATE.	[189, 783, 314, 794]
auction-intro: The UNDERSIGNED will sell by Public Auction, at the	[957, 1515, 1097, 1533]
page-columns	[12, 38, 1102, 1803]
table-cell: Island Commissioner 1867	[191, 547, 288, 558]
table-cell: Cape of Good Hope	[167, 202, 233, 211]
table-cell: 100,938	[127, 1123, 155, 1132]
table-cell: Tasmania	[167, 184, 200, 193]
divider	[498, 341, 647, 342]
table-cell: Railway opened Japan [1872	[191, 525, 288, 536]
auction-footer	[957, 1585, 1097, 1594]
highways-paragraph: A discussion ensued as to whether such a proclamation was necessary or not, and the motion was lost on a division of 21 to 12.	[347, 1053, 487, 1086]
memoranda-line: M. Hall, at Makaraka, Stock: Friday 18th June.	[17, 735, 156, 753]
table-cell: 1.55	[312, 547, 336, 558]
publication-note: (PUBLISHED EVERY WEDNESDAY AND SATURDAY.)	[176, 795, 327, 802]
table-row	[167, 185, 337, 194]
column-header: MEMORABILIA.	[191, 503, 288, 525]
divider	[392, 1091, 442, 1092]
shipping-paragraph: The Go-a-head from Napier dropped anchor in the Bay early yesterday morning to exchange passengers and mails, and proceeded on her voyage at 2 o'clock. The Duvalli Company and several others were passengers by her.	[17, 191, 156, 244]
commercial-title: COMMERCIAL.	[29, 959, 144, 974]
table-cell: Total	[178, 211, 196, 220]
table-cell: 120,933 Bales	[286, 211, 337, 220]
price-value: 10 10 0	[316, 629, 331, 647]
prices-title: THORNTON, SMITH, & FIRTH'S PRICES CURRENT.	[173, 580, 331, 600]
divider	[61, 63, 111, 64]
editorial-quote: The disposable funds of the Society on amounting to £100 shall be submitted to tender amongst the members, and shall be allotted to the highest tenderer, who shall receive the whole or such part thereof as may be equal to the amount of the advance he is entitled to receive in respect of his share or shares.	[166, 1171, 337, 1234]
telegram-paragraph: Lines were much damaged. The extent of the damage is not yet known.	[657, 38, 797, 55]
editorial-paragraph: The Directors (so we are informed by the Secretary) passed a resolution on the 28th of May last declaring that out of the "sum of money now about to be borrowed, no more than £150 will be advanced to any one person," and that "after this sum is expended the resolution in question will have no effect." It were well that the Shareholders should be put in possession of the means whereby this power, (claimed by the Directors to take upon themselves, by an arbitrary, ipse dixit law, to limit, alter, vary, and curtail the amount of benefit accruing in virtue of their shares) is derived. Rule No. 42 now discovered by practice to be imperfect, declares that whenever the disposable funds of the society amount to £100 they shall be submitted to tender, and the sum of money is held by the Directors to limit the right of a tenderer to the said £100, and takes from him all priority of claim on any accruing funds in satisfaction of the full value of his shares. This is so palpably absurd on the face of it that a great injustice will be done to the Society if the decision of the Directors is permitted to be carried into effect. The clause quoted above reads thus:	[166, 936, 337, 1169]
column-6	[802, 38, 952, 1438]
ad-number: 318	[957, 1472, 971, 1481]
editor-note: The Editor will be glad to give insertion to any local contributions from the lady friends that may be considered interesting in the family circle, or to the sex generally.	[957, 133, 1097, 167]
commercial-paragraph: Prices of flour were 293,913 sacks compared with 367,076 sacks in 1874, and 378,000 in 1873. At the same date the stocks of barley were 27,317 quarters, 21,976 quarters and 38,984 quarters for 1875, 1874, and 1873 respectively, while of oats the quantity shows a heavy decline to 38,063 quarters against 228,166 quarters in 1874, and 215,672 quarters the previous year.	[166, 359, 337, 440]
